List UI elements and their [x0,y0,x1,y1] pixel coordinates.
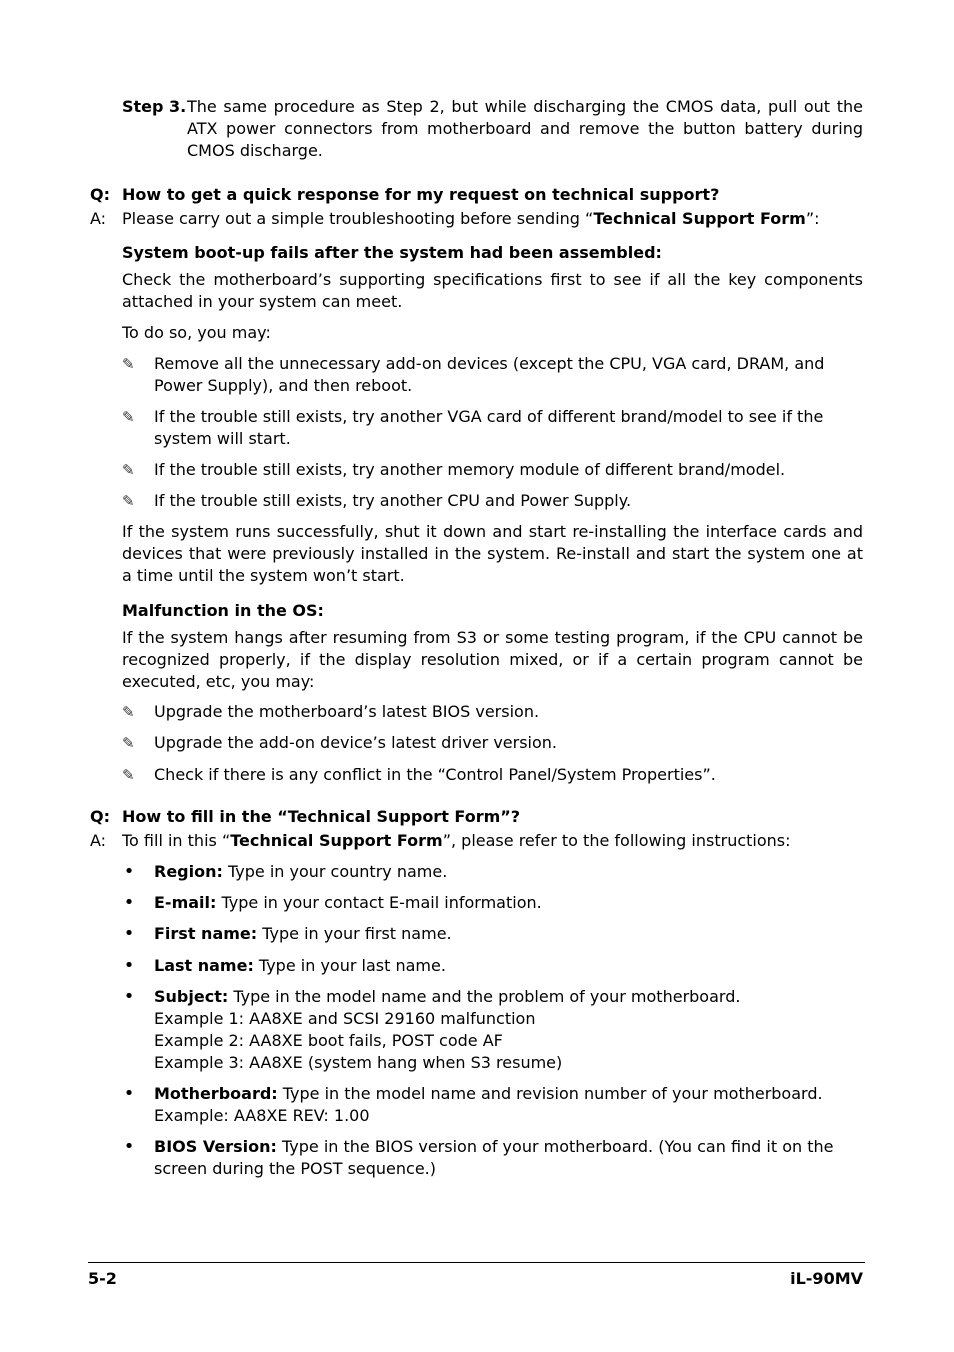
bullet-icon: • [123,986,135,1007]
form-item-email: • E-mail: Type in your contact E-mail information. [123,892,542,913]
example-line: Example 3: AA8XE (system hang when S3 resume) [154,1053,563,1072]
bullet-icon: • [123,923,135,944]
pencil-icon: ✎ [122,766,135,784]
a-label: A: [90,209,107,228]
pencil-icon: ✎ [122,703,135,721]
pencil-icon: ✎ [122,492,135,510]
bootup-heading: System boot-up fails after the system had been assembled: [122,243,662,262]
step-label: Step 3. [122,97,187,116]
q-label: Q: [90,185,110,204]
bullet-icon: • [123,892,135,913]
model-name: iL-90MV [790,1269,863,1288]
list-item: ✎ Check if there is any conflict in the “Control Panel/System Properties”. [122,765,716,784]
bullet-icon: • [123,1083,135,1104]
footer-divider [88,1262,865,1263]
form-item-bios-version: • BIOS Version: Type in the BIOS version of your motherboard. (You can find it on the screen during the POST sequence.) [123,1136,834,1178]
list-item: ✎ If the trouble still exists, try another memory module of different brand/model. [122,460,786,479]
example-line: Example 1: AA8XE and SCSI 29160 malfunction [154,1009,536,1028]
form-item-last-name: • Last name: Type in your last name. [123,955,446,976]
step-3 [122,96,863,162]
form-name: Technical Support Form [593,209,806,228]
form-name: Technical Support Form [230,831,443,850]
form-item-first-name: • First name: Type in your first name. [123,923,452,944]
question-text: How to fill in the “Technical Support Form”? [122,807,521,826]
bullet-icon: • [123,955,135,976]
answer-text: To fill in this “Technical Support Form”, please refer to the following instructions: [122,831,791,850]
a-label: A: [90,831,107,850]
answer-text: Please carry out a simple troubleshooting before sending “Technical Support Form”: [122,209,820,228]
pencil-icon: ✎ [122,461,135,479]
page-number: 5-2 [88,1269,117,1288]
list-item: ✎ Remove all the unnecessary add-on devices (except the CPU, VGA card, DRAM, and Power Supply), and then reboot. [122,354,825,395]
form-item-region: • Region: Type in your country name. [123,861,448,882]
step-text: The same procedure as Step 2, but while discharging the CMOS data, pull out the ATX power connectors from motherboard and remove the button battery during CMOS discharge. [187,97,863,160]
pencil-icon: ✎ [122,355,135,373]
example-line: Example: AA8XE REV: 1.00 [154,1106,370,1125]
example-line: Example 2: AA8XE boot fails, POST code AF [154,1031,503,1050]
bullet-icon: • [123,861,135,882]
bullet-icon: • [123,1136,135,1157]
form-item-subject: • Subject: Type in the model name and the problem of your motherboard. Example 1: AA8XE and SCSI 29160 malfunction Example 2: AA8XE boot fails, POST code AF Example 3: AA8XE (system hang when S3 resume) [122,986,863,1074]
form-item-motherboard: • Motherboard: Type in the model name and revision number of your motherboard. Example: AA8XE REV: 1.00 [122,1083,863,1127]
pencil-icon: ✎ [122,734,135,752]
bootup-para-1: Check the motherboard’s supporting specifications first to see if all the key components attached in your system can meet. [122,270,863,311]
bootup-para-3: If the system runs successfully, shut it down and start re-installing the interface cards and devices that were previously installed in the system. Re-install and start the system one at a time until the system won’t start. [122,522,863,585]
os-para-1: If the system hangs after resuming from S3 or some testing program, if the CPU cannot be recognized properly, if the display resolution mixed, or if a certain program cannot be executed, etc, you may: [122,628,863,691]
list-item: ✎ If the trouble still exists, try another VGA card of different brand/model to see if the system will start. [122,407,824,448]
q-label: Q: [90,807,110,826]
list-item: ✎ Upgrade the add-on device’s latest driver version. [122,733,558,752]
question-text: How to get a quick response for my request on technical support? [122,185,720,204]
list-item: ✎ If the trouble still exists, try another CPU and Power Supply. [122,491,632,510]
bootup-para-2: To do so, you may: [122,323,271,342]
pencil-icon: ✎ [122,408,135,426]
list-item: ✎ Upgrade the motherboard’s latest BIOS version. [122,702,540,721]
os-heading: Malfunction in the OS: [122,601,324,620]
